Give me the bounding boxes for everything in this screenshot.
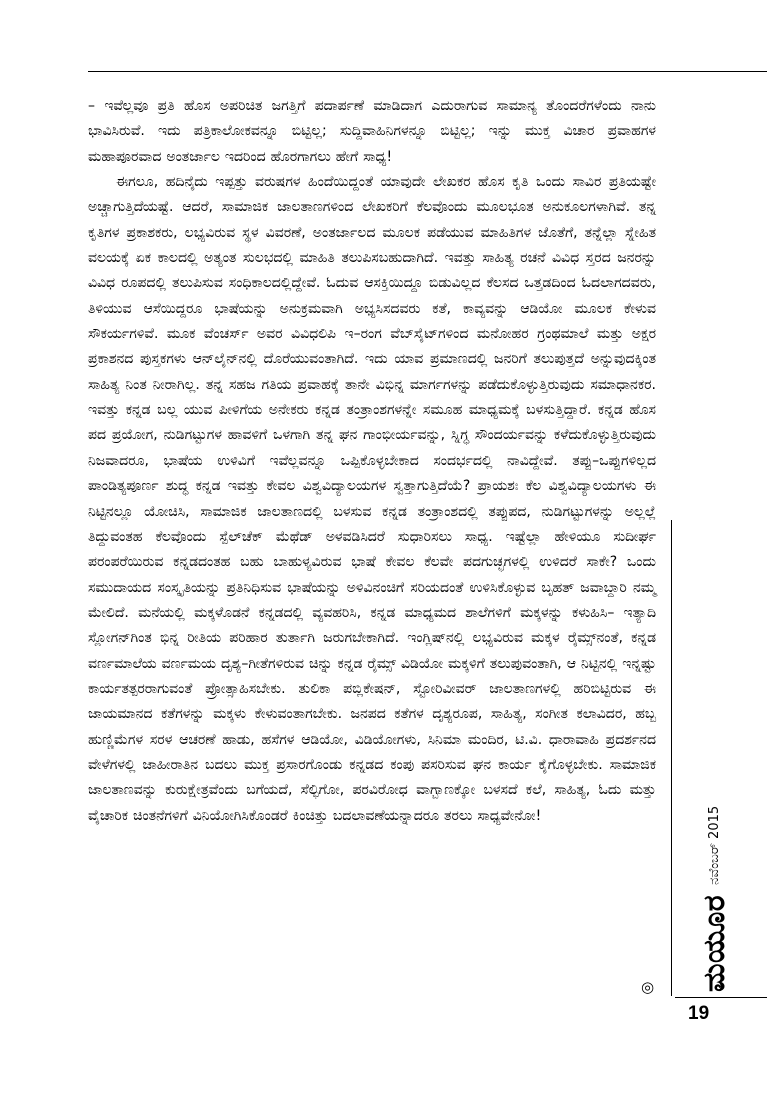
article-body: [88, 94, 656, 829]
masthead-text: [697, 806, 732, 992]
page-number-rule: [675, 997, 767, 998]
paragraph-1: – ಇವೆಲ್ಲವೂ ಪ್ರತಿ ಹೊಸ ಅಪರಿಚಿತ ಜಗತ್ತಿಗೆ ಪದಾರ್ಪಣೆ ಮಾಡಿದಾಗ ಎದುರಾಗುವ ಸಾಮಾನ್ಯ ತೊಂದರೆಗಳೆಂದು ನಾನು ಭಾವಿಸಿರುವೆ. ಇದು ಪತ್ರಿಕಾಲೋಕವನ್ನೂ ಬಿಟ್ಟಿಲ್ಲ; ಸುದ್ದಿವಾಹಿನಿಗಳನ್ನೂ ಬಿಟ್ಟಿಲ್ಲ; ಇನ್ನು ಮುಕ್ತ ವಿಚಾರ ಪ್ರವಾಹಗಳ ಮಹಾಪೂರವಾದ ಅಂತರ್ಜಾಲ ಇದರಿಂದ ಹೊರಗಾಗಲು ಹೇಗೆ ಸಾಧ್ಯ!: [88, 98, 656, 165]
side-rule: [671, 520, 672, 996]
end-mark-icon: ◎: [641, 978, 655, 996]
page-number: 19: [688, 1003, 710, 1024]
masthead: [680, 802, 750, 1022]
issue-date: ನವೆಂಬರ್ 2015: [707, 805, 722, 885]
paragraph-2: ಈಗಲೂ, ಹದಿನೈದು ಇಪ್ಪತ್ತು ವರುಷಗಳ ಹಿಂದೆಯಿದ್ದಂತೆ ಯಾವುದೇ ಲೇಖಕರ ಹೊಸ ಕೃತಿ ಒಂದು ಸಾವಿರ ಪ್ರತಿಯಷ್ಟೇ ಅಚ್ಚಾಗುತ್ತಿದೆಯಷ್ಟೆ. ಆದರೆ, ಸಾಮಾಜಿಕ ಜಾಲತಾಣಗಳಿಂದ ಲೇಖಕರಿಗೆ ಕೆಲವೊಂದು ಮೂಲಭೂತ ಅನುಕೂಲಗಳಾಗಿವೆ. ತನ್ನ ಕೃತಿಗಳ ಪ್ರಕಾಶಕರು, ಲಭ್ಯವಿರುವ ಸ್ಥಳ ವಿವರಣೆ, ಅಂತರ್ಜಾಲದ ಮೂಲಕ ಪಡೆಯುವ ಮಾಹಿತಿಗಳ ಜೊತೆಗೆ, ತನ್ನೆಲ್ಲಾ ಸ್ನೇಹಿತ ವಲಯಕ್ಕೆ ಏಕ ಕಾಲದಲ್ಲಿ ಅತ್ಯಂತ ಸುಲಭದಲ್ಲಿ ಮಾಹಿತಿ ತಲುಪಿಸಬಹುದಾಗಿದೆ. ಇವತ್ತು ಸಾಹಿತ್ಯ ರಚನೆ ವಿವಿಧ ಸ್ತರದ ಜನರನ್ನು ವಿವಿಧ ರೂಪದಲ್ಲಿ ತಲುಪಿಸುವ ಸಂಧಿಕಾಲದಲ್ಲಿದ್ದೇವೆ. ಓದುವ ಆಸಕ್ತಿಯಿದ್ದೂ ಬಿಡುವಿಲ್ಲದ ಕೆಲಸದ ಒತ್ತಡದಿಂದ ಓದಲಾಗದವರು, ತಿಳಿಯುವ ಆಸೆಯಿದ್ದರೂ ಭಾಷೆಯನ್ನು ಅನುಕ್ರಮವಾಗಿ ಅಭ್ಯಸಿಸದವರು ಕತೆ, ಕಾವ್ಯವನ್ನು ಆಡಿಯೋ ಮೂಲಕ ಕೇಳುವ ಸೌಕರ್ಯಗಳಿವೆ. ಮೂಕ ವೆಂಚರ್ಸ್ ಅವರ ವಿವಿಧಲಿಪಿ ಇ–ರಂಗ ವೆಬ್‌ಸೈಟ್‌ಗಳಿಂದ ಮನೋಹರ ಗ್ರಂಥಮಾಲೆ ಮತ್ತು ಅಕ್ಷರ ಪ್ರಕಾಶನದ ಪುಸ್ತಕಗಳು ಆನ್‌ಲೈನ್‌ನಲ್ಲಿ ದೊರೆಯುವಂತಾಗಿದೆ. ಇದು ಯಾವ ಪ್ರಮಾಣದಲ್ಲಿ ಜನರಿಗೆ ತಲುಪುತ್ತದೆ ಅನ್ನುವುದಕ್ಕಿಂತ ಸಾಹಿತ್ಯ ನಿಂತ ನೀರಾಗಿಲ್ಲ. ತನ್ನ ಸಹಜ ಗತಿಯ ಪ್ರವಾಹಕ್ಕೆ ತಾನೇ ವಿಭಿನ್ನ ಮಾರ್ಗಗಳನ್ನು ಪಡೆದುಕೊಳ್ಳುತ್ತಿರುವುದು ಸಮಾಧಾನಕರ. ಇವತ್ತು ಕನ್ನಡ ಬಲ್ಲ ಯುವ ಪೀಳಿಗೆಯ ಅನೇಕರು ಕನ್ನಡ ತಂತ್ರಾಂಶಗಳನ್ನೇ ಸಮೂಹ ಮಾಧ್ಯಮಕ್ಕೆ ಬಳಸುತ್ತಿದ್ದಾರೆ. ಕನ್ನಡ ಹೊಸ ಪದ ಪ್ರಯೋಗ, ನುಡಿಗಟ್ಟುಗಳ ಹಾವಳಿಗೆ ಒಳಗಾಗಿ ತನ್ನ ಘನ ಗಾಂಭೀರ್ಯವನ್ನು, ಸ್ನಿಗ್ಧ ಸೌಂದರ್ಯವನ್ನು ಕಳೆದುಕೊಳ್ಳುತ್ತಿರುವುದು ನಿಜವಾದರೂ, ಭಾಷೆಯ ಉಳಿವಿಗೆ ಇವೆಲ್ಲವನ್ನೂ ಒಪ್ಪಿಕೊಳ್ಳಬೇಕಾದ ಸಂದರ್ಭದಲ್ಲಿ ನಾವಿದ್ದೇವೆ. ತಪ್ಪು–ಒಪ್ಪುಗಳಿಲ್ಲದ ಪಾಂಡಿತ್ಯಪೂರ್ಣ ಶುದ್ಧ ಕನ್ನಡ ಇವತ್ತು ಕೇವಲ ವಿಶ್ವವಿದ್ಯಾಲಯಗಳ ಸ್ವತ್ತಾಗುತ್ತಿದೆಯೆ? ಪ್ರಾಯಶಃ ಕೆಲ ವಿಶ್ವವಿದ್ಯಾಲಯಗಳು ಈ ನಿಟ್ಟಿನಲ್ಲೂ ಯೋಚಿಸಿ, ಸಾಮಾಜಿಕ ಜಾಲತಾಣದಲ್ಲಿ ಬಳಸುವ ಕನ್ನಡ ತಂತ್ರಾಂಶದಲ್ಲಿ ತಪ್ಪುಪದ, ನುಡಿಗಟ್ಟುಗಳನ್ನು ಅಲ್ಲಲ್ಲೆ ತಿದ್ದುವಂತಹ ಕೆಲವೊಂದು ಸ್ಪೆಲ್‌ಚೆಕ್ ಮೆಥೆಡ್ ಅಳವಡಿಸಿದರೆ ಸುಧಾರಿಸಲು ಸಾಧ್ಯ. ಇಷ್ಟೆಲ್ಲಾ ಹೇಳಿಯೂ ಸುದೀರ್ಘ ಪರಂಪರೆಯಿರುವ ಕನ್ನಡದಂತಹ ಬಹು ಬಾಹುಳ್ಯವಿರುವ ಭಾಷೆ ಕೇವಲ ಕೆಲವೇ ಪದಗುಚ್ಛಗಳಲ್ಲಿ ಉಳಿದರೆ ಸಾಕೇ? ಒಂದು ಸಮುದಾಯದ ಸಂಸ್ಕೃತಿಯನ್ನು ಪ್ರತಿನಿಧಿಸುವ ಭಾಷೆಯನ್ನು ಅಳಿವಿನಂಚಿಗೆ ಸರಿಯದಂತೆ ಉಳಿಸಿಕೊಳ್ಳುವ ಬೃಹತ್ ಜವಾಬ್ದಾರಿ ನಮ್ಮ ಮೇಲಿದೆ. ಮನೆಯಲ್ಲಿ ಮಕ್ಕಳೊಡನೆ ಕನ್ನಡದಲ್ಲಿ ವ್ಯವಹರಿಸಿ, ಕನ್ನಡ ಮಾಧ್ಯಮದ ಶಾಲೆಗಳಿಗೆ ಮಕ್ಕಳನ್ನು ಕಳುಹಿಸಿ– ಇತ್ಯಾದಿ ಸ್ಲೋಗನ್‌ಗಿಂತ ಭಿನ್ನ ರೀತಿಯ ಪರಿಹಾರ ತುರ್ತಾಗಿ ಜರುಗಬೇಕಾಗಿದೆ. ಇಂಗ್ಲಿಷ್‌ನಲ್ಲಿ ಲಭ್ಯವಿರುವ ಮಕ್ಕಳ ರೈಮ್ಸ್‌ನಂತೆ, ಕನ್ನಡ ವರ್ಣಮಾಲೆಯ ವರ್ಣಮಯ ದೃಶ್ಯ–ಗೀತೆಗಳಿರುವ ಚಿನ್ನು ಕನ್ನಡ ರೈಮ್ಸ್ ವಿಡಿಯೋ ಮಕ್ಕಳಿಗೆ ತಲುಪುವಂತಾಗಿ, ಆ ನಿಟ್ಟಿನಲ್ಲಿ ಇನ್ನಷ್ಟು ಕಾರ್ಯತತ್ಪರರಾಗುವಂತೆ ಪ್ರೋತ್ಸಾಹಿಸಬೇಕು. ತುಲಿಕಾ ಪಬ್ಲಿಕೇಷನ್, ಸ್ಟೋರಿವೀವರ್ ಜಾಲತಾಣಗಳಲ್ಲಿ ಹರಿಬಿಟ್ಟಿರುವ ಈ ಜಾಯಮಾನದ ಕತೆಗಳನ್ನು ಮಕ್ಕಳು ಕೇಳುವಂತಾಗಬೇಕು. ಜನಪದ ಕತೆಗಳ ದೃಶ್ಯರೂಪ, ಸಾಹಿತ್ಯ, ಸಂಗೀತ ಕಲಾವಿದರ, ಹಬ್ಬ ಹುಣ್ಣಿಮೆಗಳ ಸರಳ ಆಚರಣೆ ಹಾಡು, ಹಸೆಗಳ ಆಡಿಯೋ, ವಿಡಿಯೋಗಳು, ಸಿನಿಮಾ ಮಂದಿರ, ಟಿ.ವಿ. ಧಾರಾವಾಹಿ ಪ್ರದರ್ಶನದ ವೇಳೆಗಳಲ್ಲಿ ಜಾಹೀರಾತಿನ ಬದಲು ಮುಕ್ತ ಪ್ರಸಾರಗೊಂಡು ಕನ್ನಡದ ಕಂಪು ಪಸರಿಸುವ ಘನ ಕಾರ್ಯ ಕೈಗೊಳ್ಳಬೇಕು. ಸಾಮಾಜಿಕ ಜಾಲತಾಣವನ್ನು ಕುರುಕ್ಷೇತ್ರವೆಂದು ಬಗೆಯದೆ, ಸೆಲ್ಫಿಗೋ, ಪರವಿರೋಧ ವಾಗ್ಬಾಣಕ್ಕೋ ಬಳಸದೆ ಕಲೆ, ಸಾಹಿತ್ಯ, ಓದು ಮತ್ತು ವೈಚಾರಿಕ ಚಿಂತನೆಗಳಿಗೆ ವಿನಿಯೋಗಿಸಿಕೊಂಡರೆ ಕಿಂಚಿತ್ತು ಬದಲಾವಣೆಯನ್ನಾದರೂ ತರಲು ಸಾಧ್ಯವೇನೋ!: [88, 174, 656, 824]
magazine-name: ಮಯೂರ: [697, 894, 732, 992]
top-rule: [88, 71, 767, 72]
